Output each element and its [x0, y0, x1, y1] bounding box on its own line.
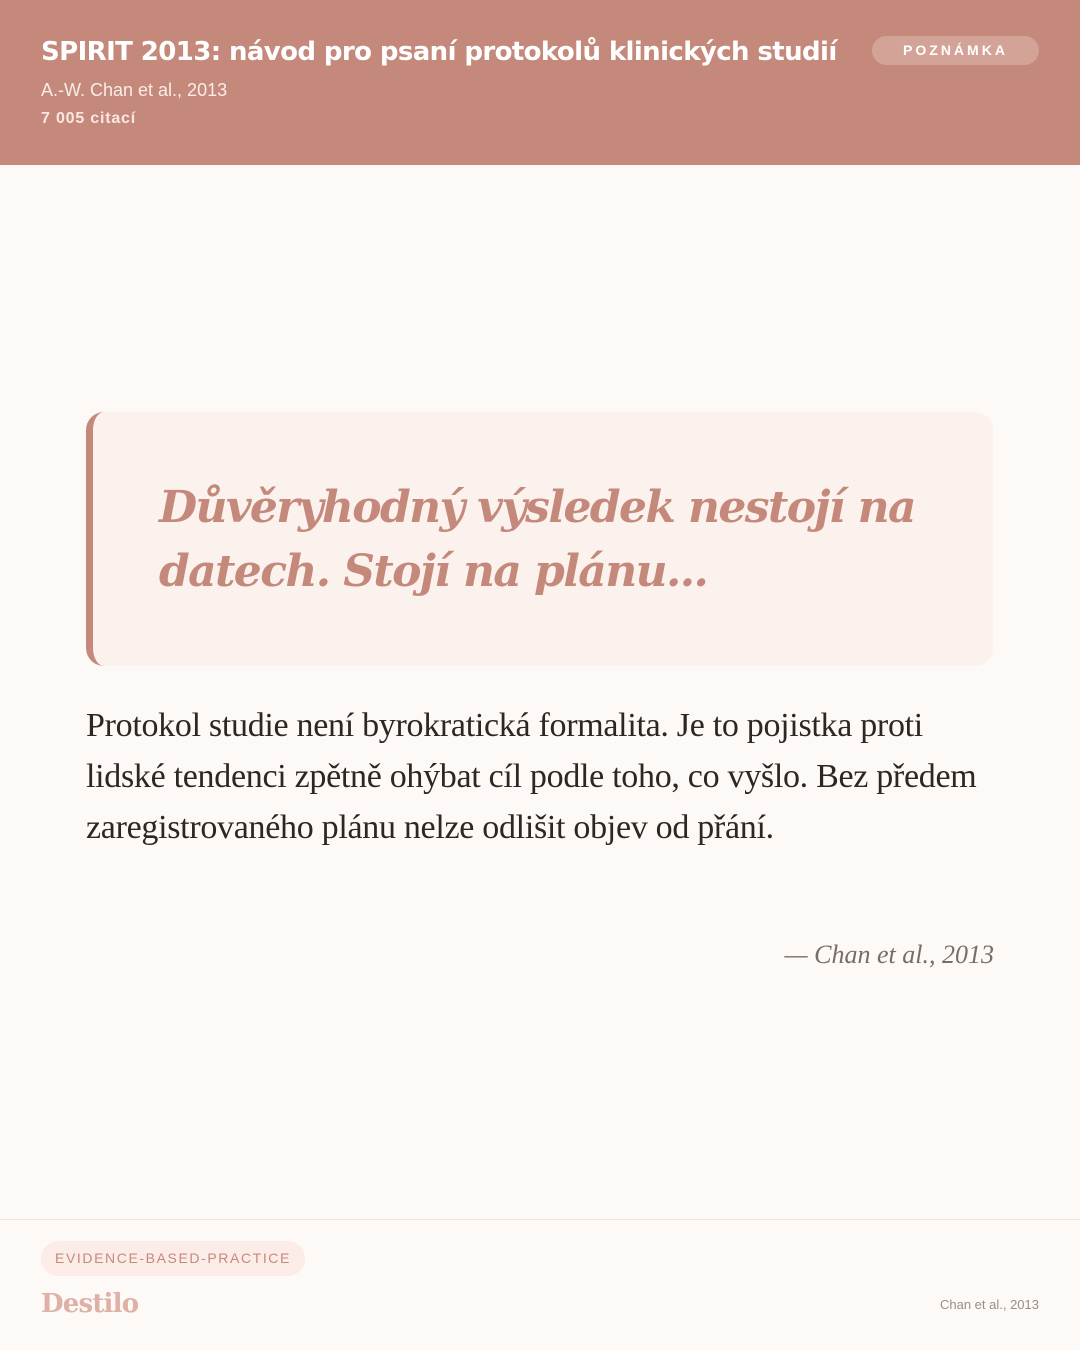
pull-quote-text: Důvěryhodný výsledek nestojí na datech. Stojí na plánu... — [159, 482, 915, 597]
quote-attribution: — Chan et al., 2013 — [784, 940, 994, 969]
paper-title: SPIRIT 2013: návod pro psaní protokolů klinických studií — [41, 37, 837, 67]
footer-source: Chan et al., 2013 — [939, 1297, 1039, 1312]
body-paragraph: Protokol studie není byrokratická formalita. Je to pojistka proti lidské tendenci zpětně ohýbat cíl podle toho, co vyšlo. Bez předem zaregistrovaného plánu nelze odlišit objev od přání. — [86, 707, 977, 846]
note-badge: POZNÁMKA — [872, 36, 1039, 65]
brand-logo: Destilo — [41, 1289, 139, 1319]
pull-quote-card — [86, 412, 993, 666]
citation-count: 7 005 citací — [41, 110, 136, 127]
paper-authors: A.-W. Chan et al., 2013 — [41, 80, 228, 100]
footer-divider — [0, 1219, 1080, 1220]
topic-tag[interactable]: EVIDENCE-BASED-PRACTICE — [41, 1241, 305, 1276]
header-banner — [0, 0, 1080, 165]
